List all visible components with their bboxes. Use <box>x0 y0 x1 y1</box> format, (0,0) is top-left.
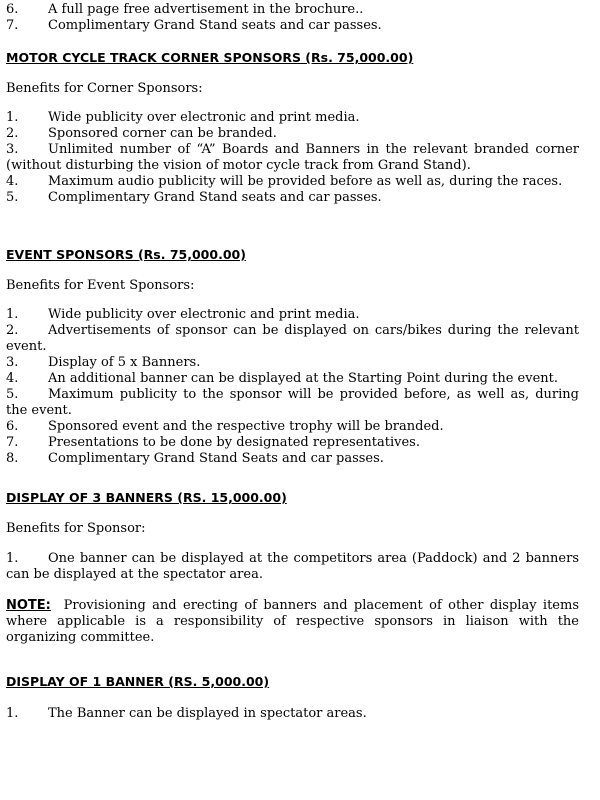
note-text: Provisioning and erecting of banners and placement of other display items where applicable is a responsibility of respective sponsors in liaison with the organizing committee. <box>6 598 580 645</box>
list-item <box>6 190 579 206</box>
list-number: 2. <box>6 126 19 141</box>
list-text: Display of 5 x Banners. <box>48 355 201 370</box>
top-list <box>6 2 579 34</box>
note-paragraph <box>6 598 579 646</box>
list-text: An additional banner can be displayed at the Starting Point during the event. <box>48 371 559 386</box>
list-text: Wide publicity over electronic and print media. <box>48 307 360 322</box>
list-number: 1. <box>6 307 19 322</box>
list-text: Complimentary Grand Stand seats and car passes. <box>48 190 382 205</box>
list-item <box>6 706 579 722</box>
list-item <box>6 307 579 323</box>
list-text: Presentations to be done by designated representatives. <box>48 435 420 450</box>
list-item <box>6 435 579 451</box>
list-number: 4. <box>6 174 19 189</box>
list-item <box>6 174 579 190</box>
list-number: 4. <box>6 371 19 386</box>
list-text: Wide publicity over electronic and print media. <box>48 110 360 125</box>
list-item <box>6 110 579 126</box>
list-number: 1. <box>6 706 19 721</box>
list-text: Maximum publicity to the sponsor will be provided before, as well as, during the event. <box>6 387 579 418</box>
list-number: 6. <box>6 2 19 17</box>
list-item <box>6 126 579 142</box>
list-item <box>6 18 579 34</box>
list-text: Sponsored event and the respective trophy will be branded. <box>48 419 444 434</box>
list-text: Maximum audio publicity will be provided before as well as, during the races. <box>48 174 563 189</box>
list-text: Complimentary Grand Stand seats and car passes. <box>48 18 382 33</box>
list-number: 6. <box>6 419 19 434</box>
list-item <box>6 355 579 371</box>
list-item <box>6 323 579 355</box>
list-number: 1. <box>6 110 19 125</box>
list-number: 5. <box>6 387 19 402</box>
list-text: One banner can be displayed at the competitors area (Paddock) and 2 banners can be displayed at the spectator area. <box>6 551 579 582</box>
event-sponsors-list <box>6 307 579 467</box>
one-banner-list <box>6 706 579 722</box>
three-banners-list <box>6 551 579 583</box>
list-item <box>6 451 579 467</box>
list-text: Unlimited number of “A” Boards and Banners in the relevant branded corner (without disturbing the vision of motor cycle track from Grand Stand). <box>6 142 579 173</box>
list-number: 3. <box>6 142 19 157</box>
list-item <box>6 142 579 174</box>
three-banners-intro: Benefits for Sponsor: <box>6 521 146 536</box>
list-number: 7. <box>6 18 19 33</box>
list-number: 7. <box>6 435 19 450</box>
corner-sponsors-heading: MOTOR CYCLE TRACK CORNER SPONSORS (Rs. 75,000.00) <box>6 50 414 65</box>
list-number: 2. <box>6 323 19 338</box>
one-banner-heading: DISPLAY OF 1 BANNER (RS. 5,000.00) <box>6 674 270 689</box>
list-item <box>6 419 579 435</box>
list-text: Complimentary Grand Stand Seats and car passes. <box>48 451 384 466</box>
event-sponsors-intro: Benefits for Event Sponsors: <box>6 278 195 293</box>
corner-sponsors-intro: Benefits for Corner Sponsors: <box>6 81 203 96</box>
list-item <box>6 2 579 18</box>
list-number: 3. <box>6 355 19 370</box>
three-banners-heading: DISPLAY OF 3 BANNERS (RS. 15,000.00) <box>6 490 287 505</box>
list-number: 1. <box>6 551 19 566</box>
list-number: 5. <box>6 190 19 205</box>
list-item <box>6 387 579 419</box>
list-item <box>6 551 579 583</box>
list-item <box>6 371 579 387</box>
list-text: The Banner can be displayed in spectator areas. <box>48 706 367 721</box>
event-sponsors-heading: EVENT SPONSORS (Rs. 75,000.00) <box>6 247 246 262</box>
list-text: Advertisements of sponsor can be displayed on cars/bikes during the relevant event. <box>6 323 579 354</box>
list-number: 8. <box>6 451 19 466</box>
list-text: A full page free advertisement in the brochure.. <box>48 2 364 17</box>
corner-sponsors-list <box>6 110 579 206</box>
note-label: NOTE: <box>6 598 51 613</box>
list-text: Sponsored corner can be branded. <box>48 126 277 141</box>
